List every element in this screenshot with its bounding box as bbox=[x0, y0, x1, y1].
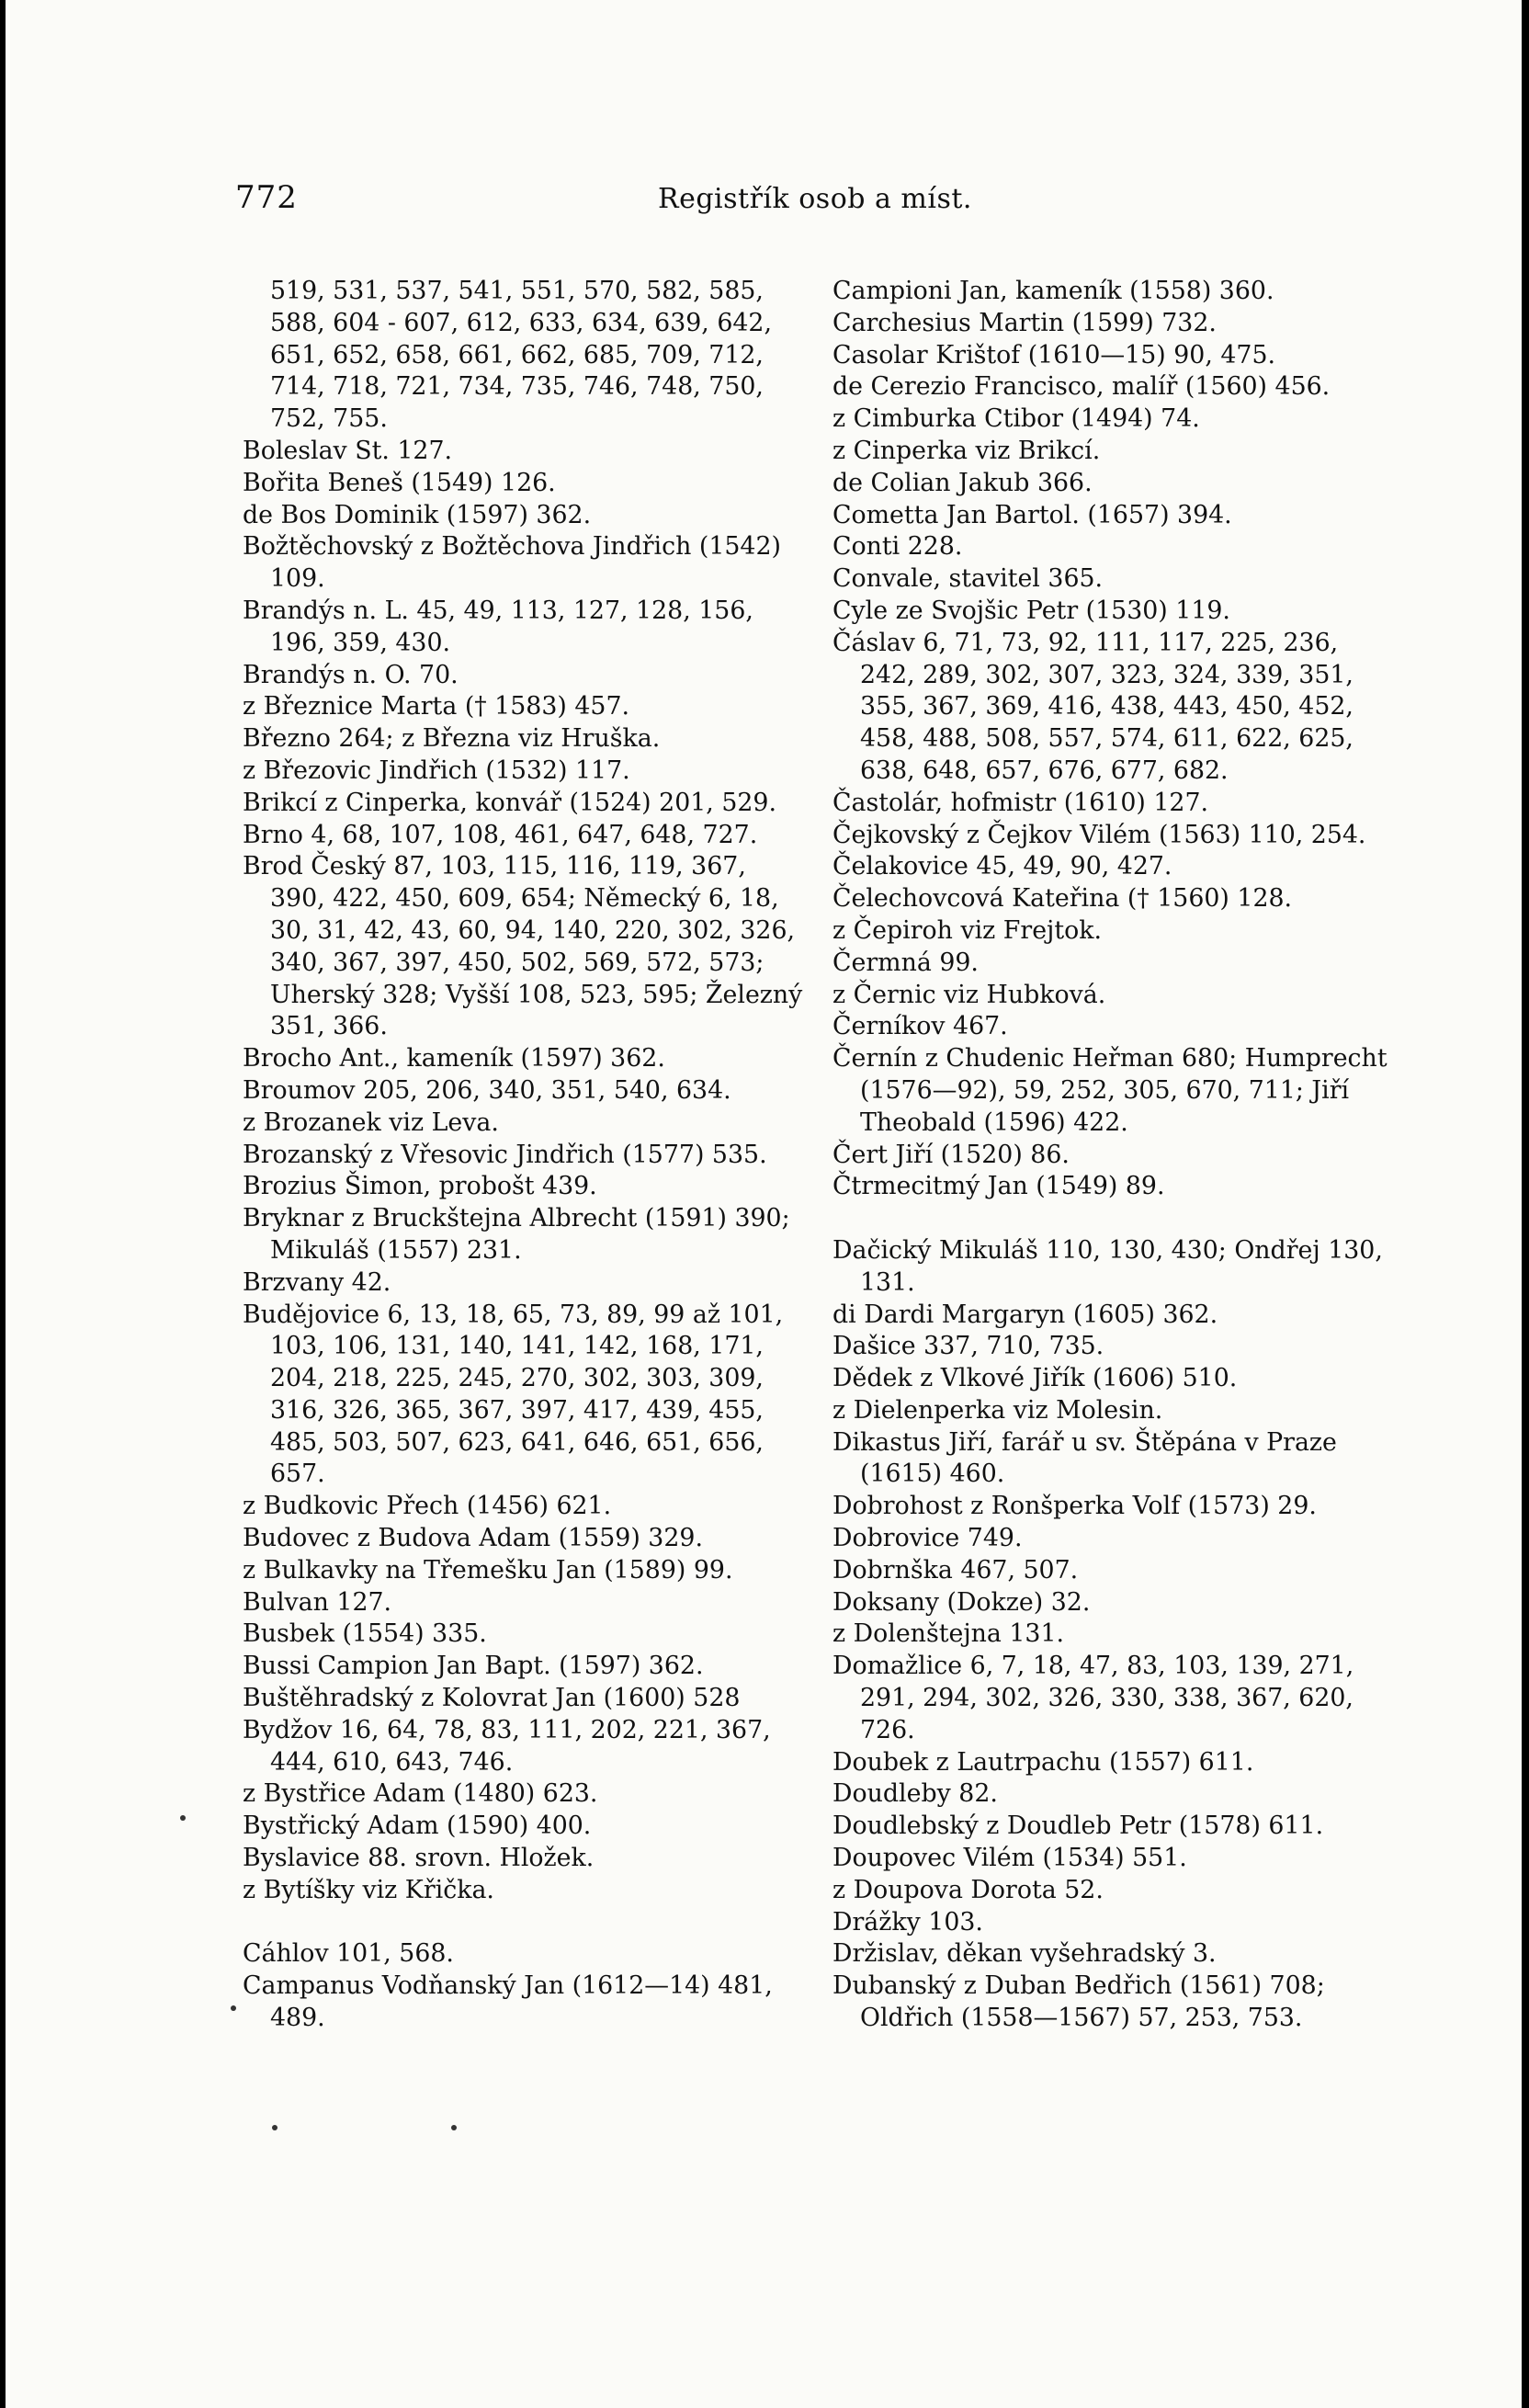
index-entry: Conti 228. bbox=[832, 532, 963, 562]
index-entry: z Bystřice Adam (1480) 623. bbox=[243, 1779, 598, 1809]
index-entry: Černíkov 467. bbox=[832, 1012, 1008, 1041]
index-entry: de Cerezio Francisco, malíř (1560) 456. bbox=[832, 372, 1331, 402]
index-entry: Dobrovice 749. bbox=[832, 1524, 1023, 1553]
page-header bbox=[235, 179, 1237, 220]
index-entry: Čermná 99. bbox=[832, 948, 979, 977]
index-entry: Božtěchovský z Božtěchova Jindřich (1542) 109. bbox=[243, 532, 781, 594]
index-entry: Doksany (Dokze) 32. bbox=[832, 1587, 1091, 1617]
index-entry: Boleslav St. 127. bbox=[243, 436, 453, 465]
index-entry: Brocho Ant., kameník (1597) 362. bbox=[243, 1044, 665, 1073]
index-entry: Bystřický Adam (1590) 400. bbox=[243, 1812, 592, 1841]
index-entry: Doudlebský z Doudleb Petr (1578) 611. bbox=[832, 1812, 1324, 1841]
index-entry: Čelakovice 45, 49, 90, 427. bbox=[832, 852, 1172, 881]
index-entry: Čejkovský z Čejkov Vilém (1563) 110, 254. bbox=[832, 820, 1366, 849]
index-entry: z Březovic Jindřich (1532) 117. bbox=[243, 755, 630, 785]
index-entry: Dačický Mikuláš 110, 130, 430; Ondřej 130, 131. bbox=[832, 1235, 1383, 1297]
index-entry: di Dardi Margaryn (1605) 362. bbox=[832, 1300, 1218, 1329]
index-entry-continuation: 519, 531, 537, 541, 551, 570, 582, 585, 588, 604 - 607, 612, 633, 634, 639, 642, 651, 652, 658, 661, 662, 685, 709, 712, 714, 718, 721, 734, 735, 746, 748, 750, 752, 755. bbox=[270, 277, 772, 434]
index-entry: Campanus Vodňanský Jan (1612—14) 481, 489. bbox=[243, 1971, 773, 2033]
index-entry: Brod Český 87, 103, 115, 116, 119, 367, 390, 422, 450, 609, 654; Německý 6, 18, 30, 31, 42, 43, 60, 94, 140, 220, 302, 326, 340, 367, 397, 450, 502, 569, 572, 573; Uherský 328; Vyšší 108, 523, 595; Železný 351, 366. bbox=[243, 852, 803, 1041]
scan-speck bbox=[231, 2005, 236, 2011]
index-entry: Březno 264; z Března viz Hruška. bbox=[243, 724, 661, 754]
index-entry: z Cimburka Ctibor (1494) 74. bbox=[832, 404, 1200, 434]
index-entry: Bořita Beneš (1549) 126. bbox=[243, 468, 556, 497]
index-entry: Brandýs n. O. 70. bbox=[243, 660, 459, 689]
index-entry: Bussi Campion Jan Bapt. (1597) 362. bbox=[243, 1652, 704, 1681]
index-entry: Broumov 205, 206, 340, 351, 540, 634. bbox=[243, 1075, 731, 1105]
index-entry: Častolár, hofmistr (1610) 127. bbox=[832, 788, 1209, 817]
index-entry: Dědek z Vlkové Jiřík (1606) 510. bbox=[832, 1364, 1238, 1393]
scan-speck bbox=[451, 2125, 457, 2130]
index-entry: Dubanský z Duban Bedřich (1561) 708; Oldřich (1558—1567) 57, 253, 753. bbox=[832, 1971, 1325, 2033]
index-entry: z Doupova Dorota 52. bbox=[832, 1875, 1104, 1904]
index-entry: z Brozanek viz Leva. bbox=[243, 1107, 499, 1137]
index-entry: de Colian Jakub 366. bbox=[832, 468, 1093, 497]
index-entry: Brozius Šimon, probošt 439. bbox=[243, 1172, 597, 1201]
index-entry: z Dolenštejna 131. bbox=[832, 1619, 1065, 1649]
index-entry: z Černic viz Hubková. bbox=[832, 980, 1106, 1009]
book-page bbox=[6, 0, 1522, 2408]
index-entry: Domažlice 6, 7, 18, 47, 83, 103, 139, 271, 291, 294, 302, 326, 330, 338, 367, 620, 726. bbox=[832, 1652, 1354, 1744]
index-entry: Brno 4, 68, 107, 108, 461, 647, 648, 727. bbox=[243, 820, 758, 849]
index-entry: Cometta Jan Bartol. (1657) 394. bbox=[832, 500, 1232, 529]
index-entry: z Čepiroh viz Frejtok. bbox=[832, 915, 1103, 945]
index-entry: Dobrnška 467, 507. bbox=[832, 1555, 1079, 1585]
index-entry: Convale, stavitel 365. bbox=[832, 564, 1104, 594]
running-title: Registřík osob a míst. bbox=[658, 183, 972, 215]
index-entry: Buštěhradský z Kolovrat Jan (1600) 528 bbox=[243, 1684, 741, 1713]
index-entry: Bryknar z Bruckštejna Albrecht (1591) 390; Mikuláš (1557) 231. bbox=[243, 1204, 790, 1265]
scan-speck bbox=[180, 1815, 186, 1821]
index-entry: Casolar Krištof (1610—15) 90, 475. bbox=[832, 340, 1276, 369]
index-entry: Brzvany 42. bbox=[243, 1267, 391, 1297]
right-column bbox=[832, 276, 1395, 2035]
index-entry: z Budkovic Přech (1456) 621. bbox=[243, 1492, 612, 1521]
index-entry: de Bos Dominik (1597) 362. bbox=[243, 500, 592, 529]
index-entry: Brandýs n. L. 45, 49, 113, 127, 128, 156, 196, 359, 430. bbox=[243, 596, 753, 657]
index-entry: Čert Jiří (1520) 86. bbox=[832, 1140, 1070, 1169]
page-number: 772 bbox=[235, 179, 298, 216]
index-entry: Byslavice 88. srovn. Hložek. bbox=[243, 1844, 595, 1873]
index-entry: Čtrmecitmý Jan (1549) 89. bbox=[832, 1172, 1165, 1201]
index-entry: Cáhlov 101, 568. bbox=[243, 1939, 454, 1969]
index-entry: Dobrohost z Ronšperka Volf (1573) 29. bbox=[832, 1492, 1317, 1521]
index-entry: Brozanský z Vřesovic Jindřich (1577) 535. bbox=[243, 1140, 767, 1169]
index-entry: Drážky 103. bbox=[832, 1907, 983, 1937]
index-entry: Čelechovcová Kateřina († 1560) 128. bbox=[832, 884, 1293, 914]
index-entry: Carchesius Martin (1599) 732. bbox=[832, 308, 1217, 337]
index-entry: Dikastus Jiří, farář u sv. Štěpána v Praze (1615) 460. bbox=[832, 1427, 1337, 1489]
index-entry: Držislav, děkan vyšehradský 3. bbox=[832, 1939, 1217, 1969]
index-entry: z Bulkavky na Třemešku Jan (1589) 99. bbox=[243, 1555, 733, 1585]
index-entry: z Březnice Marta († 1583) 457. bbox=[243, 692, 630, 721]
index-entry: Černín z Chudenic Heřman 680; Humprecht (1576—92), 59, 252, 305, 670, 711; Jiří Theobald (1596) 422. bbox=[832, 1044, 1387, 1137]
index-entry: Čáslav 6, 71, 73, 92, 111, 117, 225, 236, 242, 289, 302, 307, 323, 324, 339, 351, 355, 367, 369, 416, 438, 443, 450, 452, 458, 488, 508, 557, 574, 611, 622, 625, 638, 648, 657, 676, 677, 682. bbox=[832, 628, 1353, 785]
index-entry: Doubek z Lautrpachu (1557) 611. bbox=[832, 1747, 1254, 1777]
index-entry: Doudleby 82. bbox=[832, 1779, 998, 1809]
index-entry: Dašice 337, 710, 735. bbox=[832, 1332, 1104, 1361]
index-entry: z Dielenperka viz Molesin. bbox=[832, 1395, 1163, 1425]
index-entry: Bydžov 16, 64, 78, 83, 111, 202, 221, 367, 444, 610, 643, 746. bbox=[243, 1715, 771, 1777]
section-gap bbox=[243, 1907, 805, 1939]
index-entry: Brikcí z Cinperka, konvář (1524) 201, 529. bbox=[243, 788, 776, 817]
index-entry: Busbek (1554) 335. bbox=[243, 1619, 487, 1649]
section-gap bbox=[832, 1203, 1395, 1235]
index-entry: z Bytíšky viz Křička. bbox=[243, 1875, 494, 1904]
index-entry: Cyle ze Svojšic Petr (1530) 119. bbox=[832, 596, 1230, 625]
index-entry: z Cinperka viz Brikcí. bbox=[832, 436, 1101, 465]
index-entry: Budovec z Budova Adam (1559) 329. bbox=[243, 1524, 703, 1553]
index-entry: Campioni Jan, kameník (1558) 360. bbox=[832, 277, 1274, 305]
index-entry: Doupovec Vilém (1534) 551. bbox=[832, 1844, 1187, 1873]
index-entry: Budějovice 6, 13, 18, 65, 73, 89, 99 až 101, 103, 106, 131, 140, 141, 142, 168, 171, 204, 218, 225, 245, 270, 302, 303, 309, 316, 326, 365, 367, 397, 417, 439, 455, 485, 503, 507, 623, 641, 646, 651, 656, 657. bbox=[243, 1300, 784, 1489]
scan-speck bbox=[272, 2125, 277, 2130]
index-entry: Bulvan 127. bbox=[243, 1587, 392, 1617]
left-column bbox=[243, 276, 805, 2035]
